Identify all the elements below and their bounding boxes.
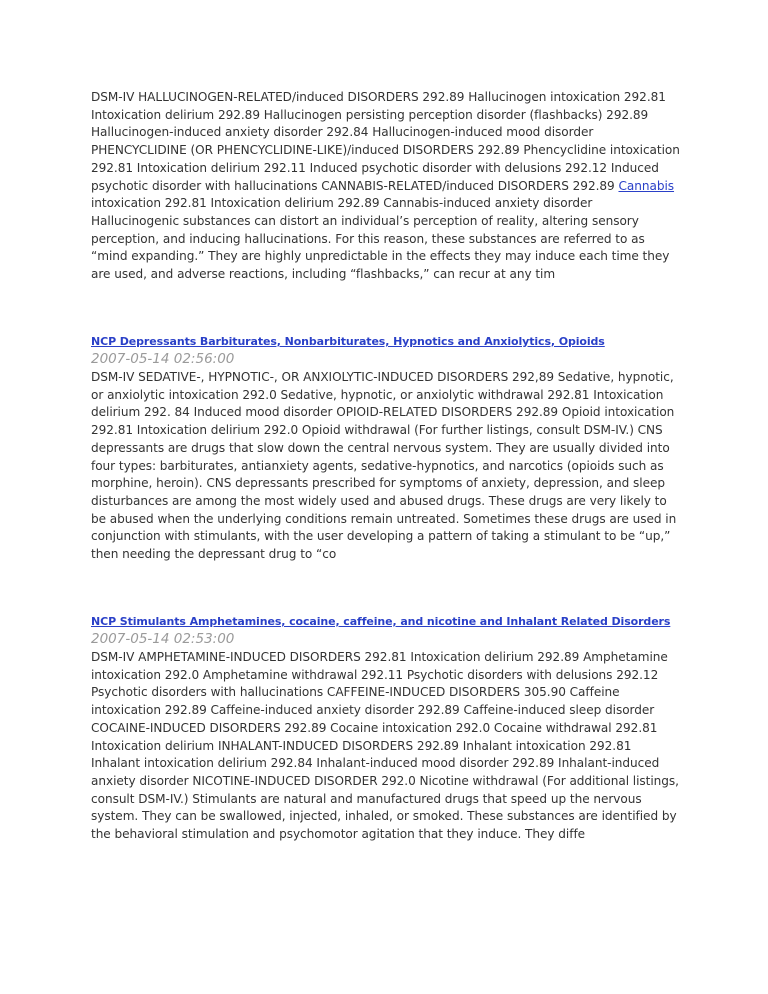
post-body: DSM-IV SEDATIVE-, HYPNOTIC-, OR ANXIOLYTIC-INDUCED DISORDERS 292,89 Sedative, hypnotic, or anxiolytic intoxication 292.0 Sedative, hypnotic, or anxiolytic withdrawal 292.81 Intoxication delirium 292. 84 Induced mood disorder OPIOID-RELATED DISORDERS 292.89 Opioid intoxication 292.81 Intoxication delirium 292.0 Opioid withdrawal (For further listings, consult DSM-IV.) CNS depressants are drugs that slow down the central nervous system. They are usually divided into four types: barbiturates, antianxiety agents, sedative-hypnotics, and narcotics (opioids such as morphine, heroin). CNS depressants prescribed for symptoms of anxiety, depression, and sleep disturbances are among the most widely used and abused drugs. These drugs are very likely to be abused when the underlying conditions remain untreated. Sometimes these drugs are used in conjunction with stimulants, with the user developing a pattern of taking a stimulant to be “up,” then needing the depressant drug to “co [91,370,677,562]
blog-post-hallucinogens [91,89,681,284]
post-title-link[interactable]: NCP Depressants Barbiturates, Nonbarbiturates, Hypnotics and Anxiolytics, Opioids [91,335,605,348]
blog-post-depressants [91,335,681,564]
post-title-link[interactable]: NCP Stimulants Amphetamines, cocaine, caffeine, and nicotine and Inhalant Related Disorders [91,615,671,628]
post-timestamp: 2007-05-14 02:56:00 [91,351,235,367]
cannabis-link[interactable]: Cannabis [618,178,675,193]
blog-post-stimulants [91,615,681,844]
post-body-text: intoxication 292.81 Intoxication delirium 292.89 Cannabis-induced anxiety disorder Hallucinogenic substances can distort an individual’s perception of reality, altering sensory perception, and inducing hallucinations. For this reason, these substances are referred to as “mind expanding.” They are highly unpredictable in the effects they may induce each time they are used, and adverse reactions, including “flashbacks,” can recur at any tim [91,196,670,282]
post-timestamp: 2007-05-14 02:53:00 [91,631,235,647]
post-body-text: DSM-IV HALLUCINOGEN-RELATED/induced DISORDERS 292.89 Hallucinogen intoxication 292.81 Intoxication delirium 292.89 Hallucinogen persisting perception disorder (flashbacks) 292.89 Hallucinogen-induced anxiety disorder 292.84 Hallucinogen-induced mood disorder PHENCYCLIDINE (OR PHENCYCLIDINE-LIKE)/induced DISORDERS 292.89 Phencyclidine intoxication 292.81 Intoxication delirium 292.11 Induced psychotic disorder with delusions 292.12 Induced psychotic disorder with hallucinations CANNABIS-RELATED/induced DISORDERS 292.89 [91,90,680,193]
post-body [91,89,681,284]
post-body: DSM-IV AMPHETAMINE-INDUCED DISORDERS 292.81 Intoxication delirium 292.89 Amphetamine intoxication 292.0 Amphetamine withdrawal 292.11 Psychotic disorders with delusions 292.12 Psychotic disorders with hallucinations CAFFEINE-INDUCED DISORDERS 305.90 Caffeine intoxication 292.89 Caffeine-induced anxiety disorder 292.89 Caffeine-induced sleep disorder COCAINE-INDUCED DISORDERS 292.89 Cocaine intoxication 292.0 Cocaine withdrawal 292.81 Intoxication delirium INHALANT-INDUCED DISORDERS 292.89 Inhalant intoxication 292.81 Inhalant intoxication delirium 292.84 Inhalant-induced mood disorder 292.89 Inhalant-induced anxiety disorder NICOTINE-INDUCED DISORDER 292.0 Nicotine withdrawal (For additional listings, consult DSM-IV.) Stimulants are natural and manufactured drugs that speed up the nervous system. They can be swallowed, injected, inhaled, or smoked. These substances are identified by the behavioral stimulation and psychomotor agitation that they induce. They diffe [91,650,679,842]
